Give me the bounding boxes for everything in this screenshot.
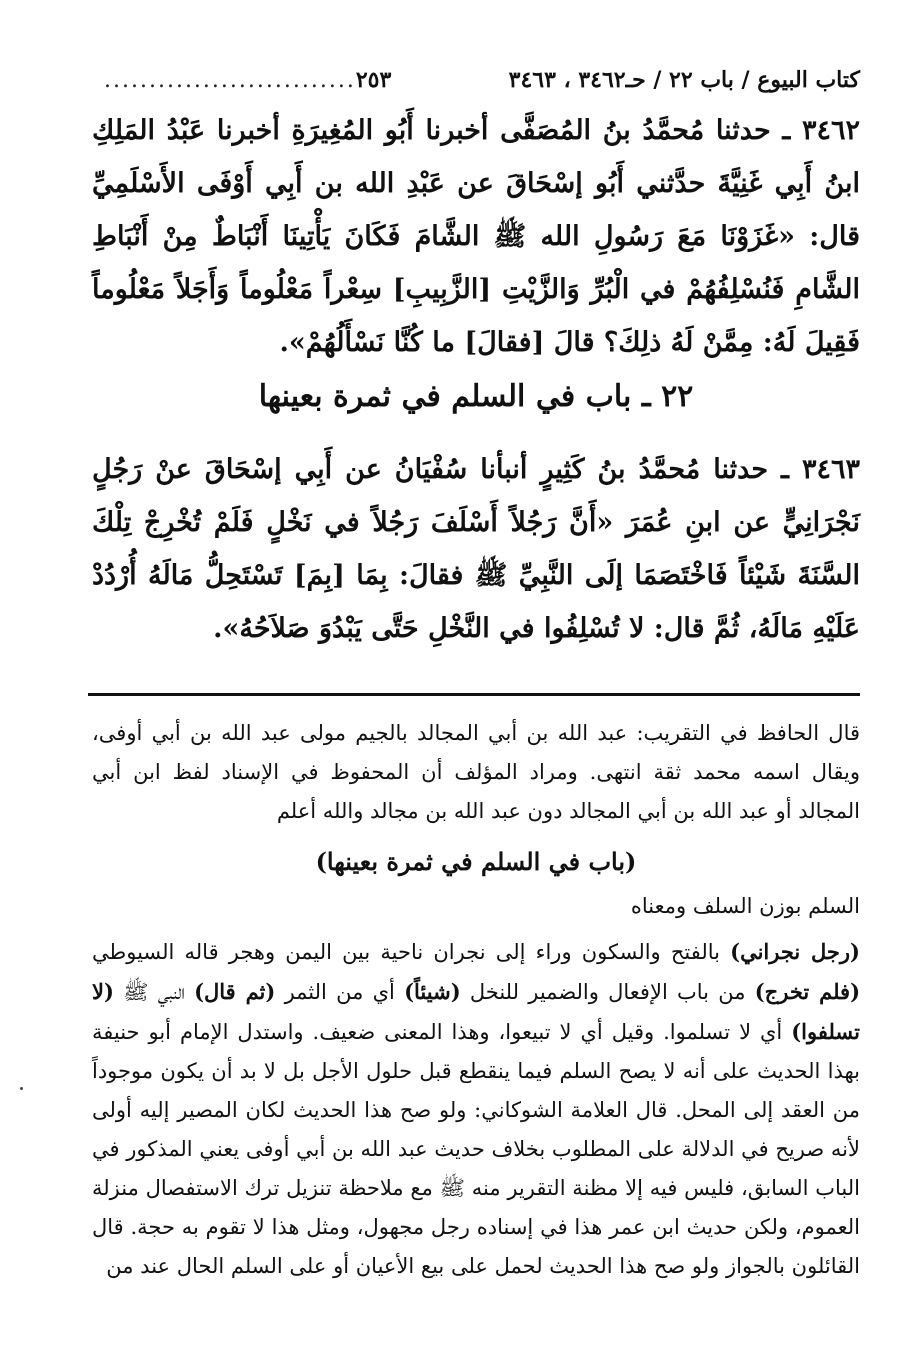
commentary-chapter-heading: (باب في السلم في ثمرة بعينها)	[315, 847, 637, 876]
running-header	[92, 60, 860, 100]
commentary-meaning: السلم بوزن السلف ومعناه	[630, 894, 860, 918]
commentary-paragraph-2	[92, 932, 860, 1286]
hadith-dash: ـ	[781, 454, 789, 485]
chapter-heading	[92, 377, 860, 417]
header-title: كتاب البيوع / باب ٢٢ / حـ٣٤٦٢ ، ٣٤٦٣	[508, 67, 860, 93]
footnote-divider	[88, 693, 860, 696]
gloss-text: من باب الإفعال والضمير للنخل	[460, 980, 755, 1004]
margin-speck	[20, 1087, 23, 1090]
hadith-text: حدثنا مُحمَّدُ بنُ كَثِيرٍ أنبأنا سُفْيَانُ عن أَبِي إسْحَاقَ عنْ رَجُلٍ نَجْرَانِيٍّ عن ابنِ عُمَرَ «أَنَّ رَجُلاً أَسْلَفَ رَجُلاً في نَخْلٍ فَلَمْ تُخْرِجْ تِلْكَ السَّنَةَ شَيْئاً فَاخْتَصَمَا إلَى النَّبِيِّ ﷺ فقالَ: بِمَا [بِمَ] تَسْتَحِلُّ مَالَهُ أُرْدُدْ عَلَيْهِ مَالَهُ، ثُمَّ قال: لا تُسْلِفُوا في النَّخْلِ حَتَّى يَبْدُوَ صَلاَحُهُ».	[92, 454, 860, 644]
hadith-number: ٣٤٦٣	[801, 454, 860, 485]
gloss-term: (لا تسلفوا)	[92, 979, 860, 1044]
chapter-dash: ـ	[641, 379, 651, 414]
chapter-bab-label: باب	[585, 379, 632, 414]
hadith-number: ٣٤٦٢	[801, 115, 860, 146]
header-dot-leader: ............................	[104, 68, 356, 93]
page-number: ٢٥٣	[355, 67, 392, 93]
gloss-term: (فلم تخرج)	[754, 979, 861, 1004]
header-left	[92, 60, 391, 101]
commentary-paragraph-1: قال الحافظ في التقريب: عبد الله بن أبي المجالد بالجيم مولى عبد الله بن أبي أوفى، ويقال اسمه محمد ثقة انتهى. ومراد المؤلف أن المحفوظ في الإسناد لفظ ابن أبي المجالد أو عبد الله بن أبي المجالد دون عبد الله بن مجالد والله أعلم	[92, 721, 860, 823]
hadith-3463	[92, 443, 860, 655]
hadith-text: حدثنا مُحمَّدُ بنُ المُصَفَّى أخبرنا أَبُو المُغِيرَةِ أخبرنا عَبْدُ المَلِكِ ابنُ أَبِي غَنِيَّةَ حدَّثني أَبُو إسْحَاقَ عن عَبْدِ الله بن أَبِي أَوْفَى الأَسْلَمِيِّ قال: «غَزَوْنَا مَعَ رَسُولِ الله ﷺ الشَّامَ فَكَانَ يَأْتِينَا أَنْبَاطٌ مِنْ أَنْبَاطِ الشَّامِ فَنُسْلِفُهُمْ في الْبُرِّ وَالزَّيْتِ [الزَّبِيبِ] سِعْراً مَعْلُوماً وَأَجَلاً مَعْلُوماً فَقِيلَ لَهُ: مِمَّنْ لَهُ ذلِكَ؟ قالَ [فقالَ] ما كُنَّا نَسْأَلُهُمْ».	[92, 115, 860, 358]
gloss-text: بالفتح والسكون وراء إلى نجران ناحية بين اليمن وهجر قاله السيوطي	[92, 940, 731, 964]
gloss-text: أي من الثمر	[275, 980, 405, 1004]
gloss-text: النبي ﷺ	[113, 980, 195, 1004]
book-page	[92, 60, 860, 1286]
chapter-title: في السلم في ثمرة بعينها	[258, 379, 576, 414]
chapter-number: ٢٢	[661, 379, 694, 414]
gloss-term: (رجل نجراني)	[730, 939, 860, 964]
gloss-text: أي لا تسلموا. وقيل أي لا تبيعوا، وهذا المعنى ضعيف. واستدل الإمام أبو حنيفة بهذا الحديث على أنه لا يصح السلم فيما ينقطع قبل حلول الأجل بل لا بد أن يكون موجوداً من العقد إلى المحل. قال العلامة الشوكاني: ولو صح هذا الحديث لكان المصير إليه أولى لأنه صريح في الدلالة على المطلوب بخلاف حديث عبد الله بن أبي أوفى يعني المذكور في الباب السابق، فليس فيه إلا مظنة التقرير منه ﷺ مع ملاحظة تنزيل ترك الاستفصال منزلة العموم، ولكن حديث ابن عمر هذا في إسناده رجل مجهول، ومثل هذا لا تقوم به حجة. قال القائلون بالجواز ولو صح هذا الحديث لحمل على بيع الأعيان أو على السلم الحال عند من	[92, 1020, 860, 1278]
hadith-dash: ـ	[782, 115, 791, 146]
gloss-term: (ثم قال)	[194, 979, 276, 1004]
hadith-3462	[92, 104, 860, 369]
gloss-term: (شيئاً)	[404, 979, 461, 1004]
